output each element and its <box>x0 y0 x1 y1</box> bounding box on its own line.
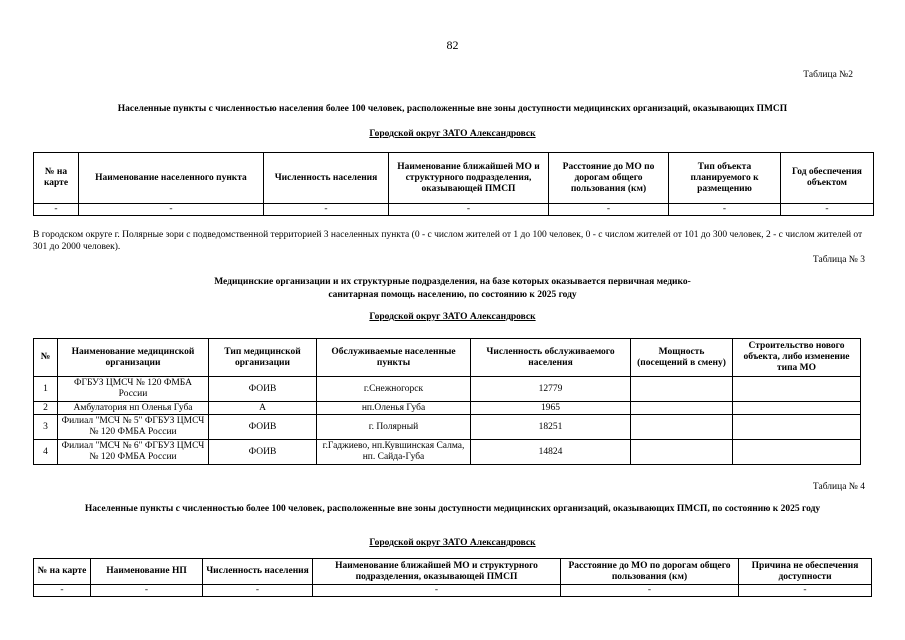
table4-header-cell: Причина не обеспечения доступности <box>739 559 872 585</box>
table2-header-cell: Тип объекта планируемого к размещению <box>669 153 781 204</box>
table3-cell <box>631 440 733 465</box>
table4-cell: - <box>91 585 203 597</box>
table4-header-cell: Наименование ближайшей МО и структурного подразделения, оказывающей ПМСП <box>313 559 561 585</box>
table3-cell: 18251 <box>471 415 631 440</box>
note-paragraph: В городском округе г. Полярные зори с подведомственной территорией 3 населенных пункта (0 - с числом жителей от 1 до 100 человек, 0 - с числом жителей от 101 до 300 человек, 2 - с числом жителей от 301 до 2000 человек). <box>33 230 863 252</box>
table3-header-row <box>34 339 861 377</box>
table3-title-line2: санитарная помощь населению, по состоянию к 2025 году <box>328 290 577 300</box>
table2-subtitle: Городской округ ЗАТО Александровск <box>369 129 536 139</box>
table3-title <box>0 276 905 302</box>
table-row <box>34 204 874 216</box>
table4-header-cell: Наименование НП <box>91 559 203 585</box>
table-row <box>34 402 861 415</box>
table3-cell: ФОИВ <box>209 377 317 402</box>
table4-cell: - <box>203 585 313 597</box>
table3-header-cell: Численность обслуживаемого населения <box>471 339 631 377</box>
table3-subtitle: Городской округ ЗАТО Александровск <box>369 312 536 322</box>
table3-cell <box>631 402 733 415</box>
table3-cell: ФОИВ <box>209 415 317 440</box>
table2-cell: - <box>34 204 79 216</box>
table3-cell: г. Полярный <box>317 415 471 440</box>
table2-cell: - <box>669 204 781 216</box>
table3-cell: нп.Оленья Губа <box>317 402 471 415</box>
table3-cell: Филиал "МСЧ № 5" ФГБУЗ ЦМСЧ № 120 ФМБА России <box>58 415 209 440</box>
table4-subtitle: Городской округ ЗАТО Александровск <box>369 538 536 548</box>
table2-header-cell: № на карте <box>34 153 79 204</box>
table3-cell: Филиал "МСЧ № 6" ФГБУЗ ЦМСЧ № 120 ФМБА России <box>58 440 209 465</box>
table3-cell: г.Гаджиево, нп.Кувшинская Салма, нп. Сайда-Губа <box>317 440 471 465</box>
table3-header-cell: Обслуживаемые населенные пункты <box>317 339 471 377</box>
table3-cell <box>733 377 861 402</box>
table3-cell: 12779 <box>471 377 631 402</box>
table3-cell <box>733 415 861 440</box>
table2-cell: - <box>79 204 264 216</box>
table3-cell: г.Снежногорск <box>317 377 471 402</box>
table4-cell: - <box>739 585 872 597</box>
table2-cell: - <box>389 204 549 216</box>
table3-cell: 14824 <box>471 440 631 465</box>
table-row <box>34 377 861 402</box>
table3-cell: 4 <box>34 440 58 465</box>
table3-title-line1: Медицинские организации и их структурные подразделения, на базе которых оказывается первичная медико- <box>214 277 691 287</box>
table4-header-cell: № на карте <box>34 559 91 585</box>
table4-cell: - <box>34 585 91 597</box>
table-row <box>34 585 872 597</box>
table2-cell: - <box>264 204 389 216</box>
table3-cell <box>733 440 861 465</box>
table-row <box>34 415 861 440</box>
table4-header-cell: Численность населения <box>203 559 313 585</box>
table4-cell: - <box>561 585 739 597</box>
table4 <box>33 558 872 597</box>
table2-header-cell: Наименование ближайшей МО и структурного подразделения, оказывающей ПМСП <box>389 153 549 204</box>
table3-cell <box>733 402 861 415</box>
table3-header-cell: Строительство нового объекта, либо изменение типа МО <box>733 339 861 377</box>
table3-cell: ФГБУЗ ЦМСЧ № 120 ФМБА России <box>58 377 209 402</box>
table3-header-cell: Тип медицинской организации <box>209 339 317 377</box>
table2-header-cell: Расстояние до МО по дорогам общего пользования (км) <box>549 153 669 204</box>
table4-caption: Таблица № 4 <box>812 482 865 492</box>
table2-cell: - <box>549 204 669 216</box>
table2-title: Населенные пункты с численностью населения более 100 человек, расположенные вне зоны доступности медицинских организаций, оказывающих ПМСП <box>117 104 788 114</box>
table4-header-cell: Расстояние до МО по дорогам общего пользования (км) <box>561 559 739 585</box>
table-row <box>34 440 861 465</box>
table3-header-cell: Мощность (посещений в смену) <box>631 339 733 377</box>
table3-header-cell: № <box>34 339 58 377</box>
table2-header-cell: Наименование населенного пункта <box>79 153 264 204</box>
table2-header-cell: Год обеспечения объектом <box>781 153 874 204</box>
table3-caption: Таблица № 3 <box>812 255 865 265</box>
table3-cell: 2 <box>34 402 58 415</box>
table3 <box>33 338 861 465</box>
table3-cell: 3 <box>34 415 58 440</box>
table3-cell: А <box>209 402 317 415</box>
table3-cell: Амбулатория нп Оленья Губа <box>58 402 209 415</box>
table2-header-row <box>34 153 874 204</box>
table3-cell <box>631 377 733 402</box>
table3-header-cell: Наименование медицинской организации <box>58 339 209 377</box>
page-number: 82 <box>446 38 459 52</box>
table2-caption: Таблица №2 <box>803 70 853 80</box>
table2-header-cell: Численность населения <box>264 153 389 204</box>
table4-cell: - <box>313 585 561 597</box>
table3-cell: ФОИВ <box>209 440 317 465</box>
table2-cell: - <box>781 204 874 216</box>
table3-cell <box>631 415 733 440</box>
table3-cell: 1965 <box>471 402 631 415</box>
table3-cell: 1 <box>34 377 58 402</box>
table4-header-row <box>34 559 872 585</box>
table2 <box>33 152 874 216</box>
table4-title: Населенные пункты с численностью более 100 человек, расположенные вне зоны доступности медицинских организаций, оказывающих ПМСП, по состоянию к 2025 году <box>84 504 821 514</box>
